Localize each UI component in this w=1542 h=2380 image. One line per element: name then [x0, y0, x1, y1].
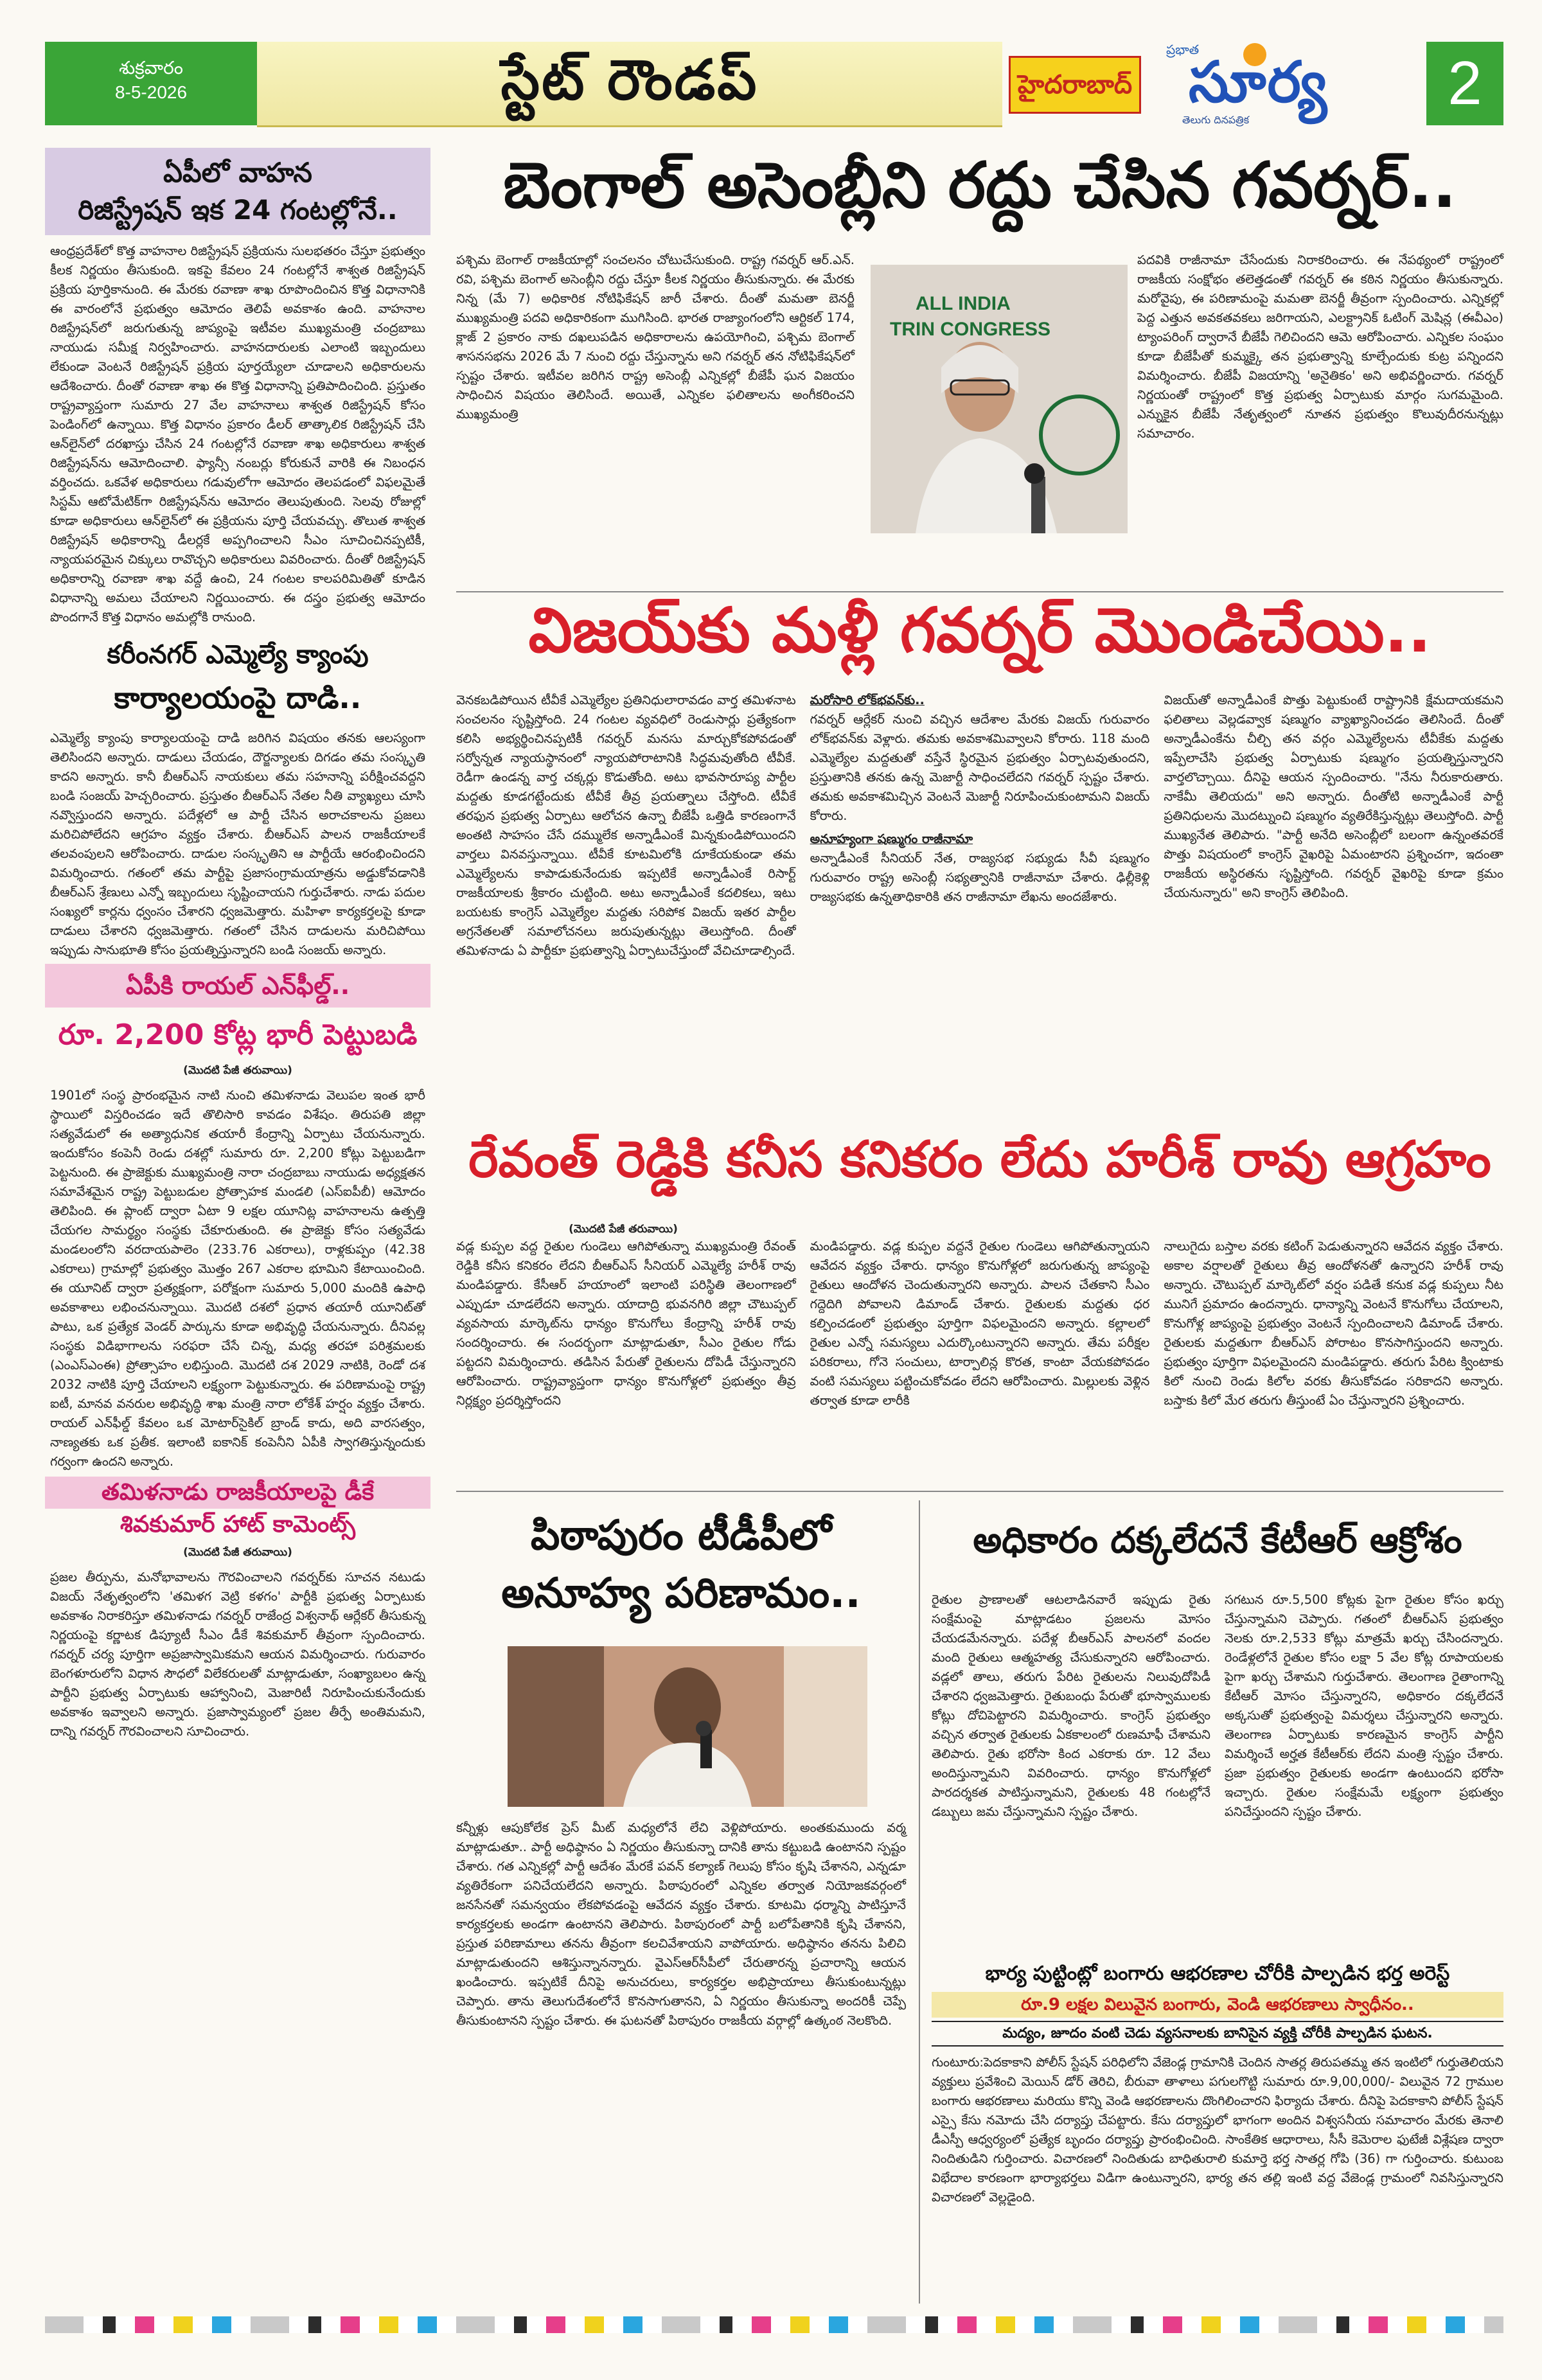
article-vijay-subhead-2: అనూహ్యంగా షణ్ముగం రాజీనామా — [810, 831, 973, 846]
article-theft-subhead-1: రూ.9 లక్షల విలువైన బంగారు, వెండి ఆభరణాలు స్వాధీనం.. — [932, 1992, 1503, 2018]
article-pithapuram-body: కన్నీళ్లు ఆపుకోలేక ప్రెస్ మీట్ మధ్యలోనే లేచి వెళ్లిపోయారు. అంతకుముందు వర్మ మాట్లాడుతూ.. పార్టీ అధిష్ఠానం ఏ నిర్ణయం తీసుకున్నా దానికి తాను కట్టుబడి ఉంటానని స్పష్టం చేశారు. గత ఎన్నికల్లో పార్టీ ఆదేశం మేరకే పవన్ కల్యాణ్ గెలుపు కోసం కృషి చేశానని, ఎన్నడూ వ్యతిరేకంగా పనిచేయలేదని అన్నారు. పిఠాపురంలో ఎన్నికల తర్వాత నియోజకవర్గంలో జనసేనతో సమన్వయం లేకపోవడంపై ఆవేదన వ్యక్తం చేశారు. కూటమి ధర్మాన్ని పాటిస్తూనే కార్యకర్తలకు అండగా ఉంటానని తెలిపారు. పిఠాపురంలో పార్టీ బలోపేతానికి కృషి చేశానని, ప్రస్తుత పరిణామాలు తనను తీవ్రంగా కలచివేశాయని వాపోయారు. అధిష్ఠానం తనను పిలిచి మాట్లాడుతుందని ఆశిస్తున్నానన్నారు. వైఎస్ఆర్‌సీపీలో చేరుతారన్న ప్రచారాన్ని ఆయన ఖండించారు. ఇప్పటికే దీనిపై అనుచరులు, కార్యకర్తల అభిప్రాయాలు తీసుకుంటున్నట్లు చెప్పారు. తాను తెలుగుదేశంలోనే కొనసాగుతానని, ఏ నిర్ణయం తీసుకున్నా అందరికీ చెప్పే తీసుకుంటానని స్పష్టం చేశారు. ఈ ఘటనతో పిఠాపురం రాజకీయ వర్గాల్లో ఉత్కంఠ నెలకొంది. — [456, 1820, 906, 2028]
divider — [456, 1491, 1503, 1492]
story-dk-headline-2: శివకుమార్ హాట్ కామెంట్స్ — [120, 1511, 356, 1538]
logo-tagline: తెలుగు దినపత్రిక — [1182, 114, 1250, 126]
svg-text:ALL INDIA: ALL INDIA — [916, 293, 1011, 314]
continued-label: (మొదటి పేజీ తరువాయి) — [183, 1546, 292, 1559]
article-ktr-columns — [932, 1590, 1503, 1822]
story-royal-enfield-body: 1901లో సంస్థ ప్రారంభమైన నాటి నుంచి తమిళనాడు వెలుపల ఇంత భారీ స్థాయిలో విస్తరించడం ఇదే తొలిసారి కావడం విశేషం. తిరుపతి జిల్లా సత్యవేడులో ఈ అత్యాధునిక తయారీ కేంద్రాన్ని ఏర్పాటు చేయనున్నారు. ఇందుకోసం కంపెనీ రెండు దశల్లో సుమారు రూ. 2,200 కోట్లు పెట్టుబడిగా పెట్టనుంది. ఈ ప్రాజెక్టుకు ముఖ్యమంత్రి నారా చంద్రబాబు నాయుడు అధ్యక్షతన సమావేశమైన రాష్ట్ర పెట్టుబడుల ప్రోత్సాహక మండలి (ఎస్ఐపీబీ) ఆమోదం తెలిపింది. ఈ ప్లాంట్ ద్వారా ఏటా 9 లక్షల యూనిట్ల వాహనాలను ఉత్పత్తి చేయగల సామర్థ్యం సంస్థకు చేకూరుతుంది. ఈ ప్రాజెక్టు కోసం సత్యవేడు మండలంలోని వరదాయపాలెం (233.76 ఎకరాలు), రాళ్లకుప్పం (42.38 ఎకరాలు) గ్రామాల్లో ప్రభుత్వం మొత్తం 267 ఎకరాల భూమిని కేటాయించింది. ఈ యూనిట్ ద్వారా ప్రత్యక్షంగా, పరోక్షంగా సుమారు 5,000 మందికి ఉపాధి అవకాశాలు లభించనున్నాయి. మొదటి దశలో ప్రధాన తయారీ యూనిట్‌తో పాటు, ఒక ప్రత్యేక వెండర్ పార్కును కూడా అభివృద్ధి చేయనున్నారు. దీనివల్ల సంస్థకు విడిభాగాలను సరఫరా చేసే చిన్న, మధ్య తరహా పరిశ్రమలకు (ఎంఎస్‌ఎంఈ) ప్రోత్సాహం లభిస్తుంది. మొదటి దశ 2029 నాటికి, రెండో దశ 2032 నాటికి పూర్తి చేయాలని లక్ష్యంగా పెట్టుకున్నారు. ఈ పరిణామంపై రాష్ట్ర ఐటీ, మానవ వనరుల అభివృద్ధి శాఖ మంత్రి నారా లోకేశ్ హర్షం వ్యక్తం చేశారు. రాయల్ ఎన్‌ఫీల్డ్ కేవలం ఒక మోటార్‌సైకిల్ బ్రాండ్ కాదు, అది వారసత్వం, నాణ్యతకు ఒక ప్రతీక. ఇలాంటి ఐకానిక్ కంపెనీని ఏపీకి స్వాగతిస్తున్నందుకు గర్వంగా ఉందని అన్నారు. — [50, 1088, 425, 1469]
continued-label: (మొదటి పేజీ తరువాయి) — [569, 1223, 678, 1236]
city-badge: హైదరాబాద్ — [1009, 56, 1141, 114]
article-harish-col2: మండిపడ్డారు. వడ్ల కుప్పల వద్దనే రైతుల గుండెలు ఆగిపోతున్నాయని ఆవేదన వ్యక్తం చేశారు. ధాన్యం కొనుగోళ్లలో జరుగుతున్న జాప్యంపై రైతులు ఆందోళన చెందుతున్నారని అన్నారు. పాలన చేతకాని సీఎం గద్దెదిగి పోవాలని డిమాండ్ చేశారు. రైతులకు మద్దతు ధర కల్పించడంలో ప్రభుత్వం పూర్తిగా విఫలమైందని అన్నారు. కల్లాలలో రైతుల ఎన్నో సమస్యలు ఎదుర్కొంటున్నారని అన్నారు. తేమ పరీక్షల పరికరాలు, గోనె సంచులు, టార్పాలిన్ల కొరత, కాంటా వేయకపోవడం వంటి సమస్యలు పట్టించుకోవడం లేదని ఆరోపించారు. మిల్లులకు వెళ్లిన తర్వాత కూడా లారీకి — [810, 1239, 1150, 1408]
newspaper-logo: సూర్య — [1189, 48, 1329, 115]
story-vehicle-registration-headline: ఏపీలో వాహన రిజిస్ట్రేషన్ ఇక 24 గంటల్లోనే.. — [45, 148, 430, 235]
article-vijay-subhead: మరోసారి లోక్‌భవన్‌కు.. — [810, 693, 925, 707]
divider — [919, 1500, 920, 2304]
story-dk-body: ప్రజల తీర్పును, మనోభావాలను గౌరవించాలని గవర్నర్‌కు సూచన నటుడు విజయ్ నేతృత్వంలోని 'తమిళగ వెట్రి కళగం' పార్టీకి ప్రభుత్వ ఏర్పాటుకు అవకాశం నిరాకరిస్తూ తమిళనాడు గవర్నర్ రాజేంద్ర విశ్వనాథ్ ఆర్లేకర్ తీసుకున్న నిర్ణయంపై కర్ణాటక డిప్యూటీ సీఎం డీకే శివకుమార్ తీవ్రంగా స్పందించారు. గవర్నర్ చర్య పూర్తిగా అప్రజాస్వామికమని ఆయన విమర్శించారు. గురువారం బెంగళూరులోని విధాన సౌధలో విలేకరులతో మాట్లాడుతూ, సంఖ్యాబలం ఉన్న పార్టీని ప్రభుత్వ ఏర్పాటుకు ఆహ్వానించి, మెజారిటీ నిరూపించుకునేందుకు అవకాశం ఇవ్వాలని అన్నారు. ప్రజాస్వామ్యంలో ప్రజల తీర్పే అంతిమమని, దాన్ని గవర్నర్ గౌరవించాలని సూచించారు. — [50, 1570, 425, 1739]
article-theft-body: గుంటూరు:పెదకాకాని పోలీస్ స్టేషన్ పరిధిలోని వేజెండ్ల గ్రామానికి చెందిన సాతర్ల తిరుపతమ్మ తన ఇంటిలో గుర్తుతెలియని వ్యక్తులు ప్రవేశించి మెయిన్ డోర్ తెరిచి, బీరువా తాళాలు పగులగొట్టి సుమారు రూ.9,00,000/- విలువైన 72 గ్రాముల బంగారు ఆభరణాలు మరియు కొన్ని వెండి ఆభరణాలను దొంగిలించారని ఫిర్యాదు చేశారు. దీనిపై పెదకాకాని పోలీస్ స్టేషన్ ఎస్సై కేసు నమోదు చేసి దర్యాప్తు చేపట్టారు. కేసు దర్యాప్తులో భాగంగా అందిన విశ్వసనీయ సమాచారం మేరకు తెనాలి డీఎస్పీ ఆధ్వర్యంలో ప్రత్యేక బృందం దర్యాప్తు ప్రారంభించింది. సాంకేతిక ఆధారాలు, సీసీ కెమెరాల ఫుటేజీ విశ్లేషణ ద్వారా నిందితుడిని గుర్తించారు. విచారణలో నిందితుడు బాధితురాలి కుమార్తె భర్త సాతర్ల గోపి (36) గా గుర్తించారు. కుటుంబ విభేదాల కారణంగా భార్యాభర్తలు విడిగా ఉంటున్నారని, భార్య తన తల్లి ఇంటి వద్ద వేజెండ్ల గ్రామంలో నివసిస్తున్నారని విచారణలో వెల్లడైంది. — [932, 2055, 1503, 2205]
pithapuram-photo-illustration — [508, 1646, 867, 1807]
story-vehicle-registration-body: ఆంధ్రప్రదేశ్‌లో కొత్త వాహనాల రిజిస్ట్రేషన్ ప్రక్రియను సులభతరం చేస్తూ ప్రభుత్వం కీలక నిర్ణయం తీసుకుంది. ఇకపై కేవలం 24 గంటల్లోనే శాశ్వత రిజిస్ట్రేషన్ ప్రక్రియ పూర్తికానుంది. ఈ మేరకు రవాణా శాఖ రూపొందించిన కొత్త విధానానికి ఈ వారంలోనే ప్రభుత్వం ఆమోదం తెలిపే అవకాశం ఉంది. వాహనాల రిజిస్ట్రేషన్‌లో జరుగుతున్న జాప్యంపై ఇటీవల ముఖ్యమంత్రి చంద్రబాబు నాయుడు సమీక్ష నిర్వహించారు. వాహనదారులకు ఎలాంటి ఇబ్బందులు లేకుండా వెంటనే రిజిస్ట్రేషన్ ప్రక్రియ పూర్తయ్యేలా చూడాలని అధికారులను ఆదేశించారు. దీంతో రవాణా శాఖ ఈ కొత్త విధానాన్ని ప్రతిపాదించింది. ప్రస్తుతం రాష్ట్రవ్యాప్తంగా సుమారు 27 వేల వాహనాలు శాశ్వత రిజిస్ట్రేషన్ కోసం పెండింగ్‌లో ఉన్నాయి. కొత్త విధానం ప్రకారం డీలర్ తాత్కాలిక రిజిస్ట్రేషన్ చేసి ఆన్‌లైన్‌లో దరఖాస్తు చేసిన 24 గంటల్లోనే రవాణా శాఖ అధికారులు శాశ్వత రిజిస్ట్రేషన్‌ను ఆమోదించాలి. ఫ్యాన్సీ నంబర్లు కోరుకునే వారికి ఈ నిబంధన వర్తించదు. ఒకవేళ అధికారులు గడువులోగా ఆమోదం తెలపడంలో విఫలమైతే సిస్టమ్ ఆటోమేటిక్‌గా రిజిస్ట్రేషన్‌ను ఆమోదం తెలుపుతుంది. సెలవు రోజుల్లో కూడా అధికారులు ఆన్‌లైన్‌లో ఈ ప్రక్రియను పూర్తి చేయవచ్చు. తొలుత శాశ్వత రిజిస్ట్రేషన్ అధికారాన్ని డీలర్లకే అప్పగించాలని సీఎం సూచించినప్పటికీ, న్యాయపరమైన చిక్కులు రావొచ్చని అధికారులు వివరించారు. దీంతో రిజిస్ట్రేషన్ అధికారాన్ని రవాణా శాఖ వద్దే ఉంచి, 24 గంటల కాలపరిమితితో కూడిన విధానాన్ని అమలు చేయాలని నిర్ణయించారు. ఈ దస్త్రం ప్రభుత్వ ఆమోదం పొందగానే కొత్త విధానం అమల్లోకి రానుంది. — [50, 244, 425, 625]
article-bengal-col1: పశ్చిమ బెంగాల్ రాజకీయాల్లో సంచలనం చోటుచేసుకుంది. రాష్ట్ర గవర్నర్ ఆర్.ఎన్. రవి, పశ్చిమ బెంగాల్ అసెంబ్లీని రద్దు చేస్తూ కీలక నిర్ణయం తీసుకున్నారు. ఈ మేరకు నిన్న (మే 7) అధికారిక నోటిఫికేషన్ జారీ చేశారు. దీంతో మమతా బెనర్జీ ముఖ్యమంత్రి పదవి అధికారికంగా ముగిసింది. భారత రాజ్యాంగంలోని ఆర్టికల్ 174, క్లాజ్ 2 ప్రకారం నాకు దఖలుపడిన అధికారాలను ఉపయోగించి, పశ్చిమ బెంగాల్ శాసనసభను 2026 మే 7 నుంచి రద్దు చేస్తున్నాను అని గవర్నర్ తన నోటిఫికేషన్‌లో స్పష్టం చేశారు. ఇటీవల జరిగిన రాష్ట్ర అసెంబ్లీ ఎన్నికల్లో బీజేపీ ఘన విజయం సాధించిన విషయం తెలిసిందే. అయితే, ఎన్నికల ఫలితాలను అంగీకరించని ముఖ్యమంత్రి — [456, 253, 855, 422]
divider — [456, 591, 1503, 592]
story-dk-headline-1: తమిళనాడు రాజకీయాలపై డీకే — [45, 1477, 430, 1509]
article-harish-col1: వడ్ల కుప్పల వద్ద రైతుల గుండెలు ఆగిపోతున్నా ముఖ్యమంత్రి రేవంత్ రెడ్డికి కనీస కనికరం లేదని బీఆర్ఎస్ సీనియర్ ఎమ్మెల్యే హరీశ్ రావు మండిపడ్డారు. కేసీఆర్ హయాంలో ఇలాంటి పరిస్థితి తెలంగాణలో ఎప్పుడూ చూడలేదని అన్నారు. యాదాద్రి భువనగిరి జిల్లా చౌటుప్పల్ వ్యవసాయ మార్కెట్‌ను ధాన్యం కొనుగోలు కేంద్రాన్ని హరీశ్ రావు సందర్శించారు. ఈ సందర్భంగా మాట్లాడుతూ, సీఎం రైతుల గోడు పట్టదని విమర్శించారు. తడిసిన పేరుతో రైతులను దోపిడీ చేస్తున్నారని ఆరోపించారు. రాష్ట్రవ్యాప్తంగా ధాన్యం కొనుగోళ్లలో ప్రభుత్వం తీవ్ర నిర్లక్ష్యం ప్రదర్శిస్తోందని — [456, 1239, 796, 1408]
story-karimnagar-headline-2: కార్యాలయంపై దాడి.. — [114, 680, 362, 715]
date-box — [45, 42, 257, 125]
mamata-photo — [871, 265, 1128, 533]
svg-text:TRIN CONGRESS: TRIN CONGRESS — [890, 319, 1051, 340]
page-number: 2 — [1426, 42, 1503, 125]
date-label: 8-5-2026 — [114, 82, 188, 102]
continued-label: (మొదటి పేజీ తరువాయి) — [183, 1064, 292, 1077]
article-pithapuram-headline: పిఠాపురం టీడీపీలో అనూహ్య పరిణామం.. — [501, 1512, 861, 1617]
story-karimnagar-body: ఎమ్మెల్యే క్యాంపు కార్యాలయంపై దాడి జరిగిన విషయం తనకు ఆలస్యంగా తెలిసిందని అన్నారు. దాడులు చేయడం, దౌర్జన్యాలకు దిగడం తమ సంస్కృతి కాదని అన్నారు. కానీ బీఆర్ఎస్ నాయకులు తమ సహనాన్ని పరీక్షించవద్దని బండి సంజయ్ హెచ్చరించారు. ప్రస్తుతం బీఆర్ఎస్ నేతల నీతి వ్యాఖ్యలు చూసి నవ్వొస్తుందని అన్నారు. పదేళ్లలో ఆ పార్టీ చేసిన అరాచకాలను ప్రజలు మరిచిపోలేదని ఆగ్రహం వ్యక్తం చేశారు. బీఆర్ఎస్ పాలన రాజకీయాలకే తలవంపులని ఆరోపించారు. దాడుల సంస్కృతిని ఆ పార్టీయే ఆరంభించిందని విమర్శించారు. గతంలో తమ పార్టీపై ప్రజాసంగ్రామయాత్రను అడ్డుకోవడానికి బీఆర్ఎస్ శ్రేణులు ఎన్నో ఇబ్బందులు సృష్టించాయని గుర్తుచేశారు. నాడు పదుల సంఖ్యలో కార్లను ధ్వంసం చేశారని ధ్వజమెత్తారు. మహిళా కార్యకర్తలపై కూడా దాడులు చేశారని ధ్వజమెత్తారు. గతంలో చేసిన దాడులను మరిచిపోయి ఇప్పుడు సానుభూతి కోసం ప్రయత్నిస్తున్నారని బండి సంజయ్ అన్నారు. — [50, 731, 425, 957]
section-title-box — [257, 42, 1002, 127]
mamata-photo-illustration — [871, 265, 1128, 533]
story-royal-enfield-banner-2: రూ. 2,200 కోట్ల భారీ పెట్టుబడి — [58, 1018, 418, 1051]
article-vijay-headline: విజయ్‌కు మళ్లీ గవర్నర్ మొండిచేయి.. — [528, 594, 1431, 666]
article-bengal-col2: పదవికి రాజీనామా చేసేందుకు నిరాకరించారు. ఈ నేపథ్యంలో రాష్ట్రంలో రాజకీయ సంక్షోభం తలెత్తడంతో గవర్నర్ ఈ కఠిన నిర్ణయం తీసుకున్నారు. మరోవైపు, ఈ పరిణామంపై మమతా బెనర్జీ తీవ్రంగా స్పందించారు. ఎన్నికల్లో పెద్ద ఎత్తున అవకతవకలు జరిగాయని, ఎలక్ట్రానిక్ ఓటింగ్ మెషిన్ల (ఈవీఎం) ట్యాంపరింగ్ ద్వారానే బీజేపీ గెలిచిందని ఆమె ఆరోపించారు. ఎన్నికల సంఘం కూడా బీజేపీతో కుమ్మక్కై తన ప్రభుత్వాన్ని కూల్చేందుకు కుట్ర పన్నిందని విమర్శించారు. బీజేపీ విజయాన్ని 'అనైతికం' అని అభివర్ణించారు. గవర్నర్ నిర్ణయంతో రాష్ట్రంలో కొత్త ప్రభుత్వ ఏర్పాటుకు మార్గం సుగమమైంది. ఎన్నుకైన బీజేపీ నేతృత్వంలో నూతన ప్రభుత్వం కొలువుదీరనున్నట్లు సమాచారం. — [1137, 253, 1503, 441]
article-ktr-headline: అధికారం దక్కలేదనే కేటీఆర్ ఆక్రోశం — [973, 1520, 1462, 1561]
article-harish-col3: నాలుగైదు బస్తాల వరకు కటింగ్ పెడుతున్నారని ఆవేదన వ్యక్తం చేశారు. అకాల వర్షాలతో రైతులు తీవ్ర ఆందోళనతో ఉన్నారని హరీశ్ రావు అన్నారు. చౌటుప్పల్ మార్కెట్‌లో వర్షం పడితే కనుక వడ్ల కుప్పలు నీట మునిగే ప్రమాదం ఉందన్నారు. ధాన్యాన్ని వెంటనే కొనుగోలు చేయాలని, కొనుగోళ్ల జాప్యంపై ప్రభుత్వం వెంటనే స్పందించాలని డిమాండ్ చేశారు. రైతులకు మద్దతుగా బీఆర్ఎస్ పోరాటం కొనసాగిస్తుందని అన్నారు. ప్రభుత్వం పూర్తిగా విఫలమైందని మండిపడ్డారు. తరుగు పేరిట క్వింటాకు కిలో నుంచి రెండు కిలోల వరకు తీసుకోవడం సరికాదని అన్నారు. బస్తాకు కిలో మేర తరుగు తీస్తుంటే ఏం చేస్తున్నారని ప్రశ్నించారు. — [1164, 1239, 1503, 1408]
article-ktr-col2: సగటున రూ.5,500 కోట్లకు పైగా రైతుల కోసం ఖర్చు చేస్తున్నామని చెప్పారు. గతంలో బీఆర్ఎస్ ప్రభుత్వం నెలకు రూ.2,533 కోట్లు మాత్రమే ఖర్చు చేసిందన్నారు. రెండేళ్లలోనే రైతుల కోసం లక్షా 5 వేల కోట్ల రూపాయలకు పైగా ఖర్చు చేశామని గుర్తుచేశారు. తెలంగాణ రైతాంగాన్ని కేటీఆర్ మోసం చేస్తున్నారని, అధికారం దక్కలేదనే అక్కసుతో ప్రభుత్వంపై విమర్శలు చేస్తున్నారని అన్నారు. తెలంగాణ ఏర్పాటుకు కారణమైన కాంగ్రెస్ పార్టీని విమర్శించే అర్హత కేటీఆర్‌కు లేదని మంత్రి స్పష్టం చేశారు. ప్రజా ప్రభుత్వం రైతులకు అండగా ఉంటుందని భరోసా ఇచ్చారు. రైతుల సంక్షేమమే లక్ష్యంగా ప్రభుత్వం పనిచేస్తుందని స్పష్టం చేశారు. — [1225, 1592, 1503, 1819]
section-title: స్టేట్ రౌండప్ — [501, 48, 759, 112]
article-theft-subhead-2: మద్యం, జూదం వంటి చెడు వ్యసనాలకు బానిసైన వ్యక్తి చోరీకి పాల్పడిన ఘటన. — [932, 2021, 1503, 2047]
article-harish-columns — [456, 1237, 1503, 1410]
article-ktr-col1: రైతుల ప్రాణాలతో ఆటలాడినవారే ఇప్పుడు రైతు సంక్షేమంపై మాట్లాడటం ప్రజలను మోసం చేయడమేనన్నారు. పదేళ్ల బీఆర్ఎస్ పాలనలో వందల మంది రైతులు ఆత్మహత్య చేసుకున్నారని ఆరోపించారు. వడ్లలో తాలు, తరుగు పేరిట రైతులను నిలువుదోపిడీ చేశారని ధ్వజమెత్తారు. రైతుబంధు పేరుతో భూస్వాములకు కోట్లు దోచిపెట్టారని విమర్శించారు. కాంగ్రెస్ ప్రభుత్వం వచ్చిన తర్వాత రైతులకు ఏకకాలంలో రుణమాఫీ చేశామని తెలిపారు. రైతు భరోసా కింద ఎకరాకు రూ. 12 వేలు అందిస్తున్నామని వివరించారు. ధాన్యం కొనుగోళ్లలో పారదర్శకత పాటిస్తున్నామని, రైతులకు 48 గంటల్లోనే డబ్బులు జమ చేస్తున్నామని స్పష్టం చేశారు. — [932, 1592, 1210, 1819]
masthead — [45, 42, 1503, 125]
story-royal-enfield-banner-1: ఏపీకి రాయల్ ఎన్‌ఫీల్డ్.. — [45, 964, 430, 1008]
left-column — [45, 148, 430, 2294]
article-theft-headline: భార్య పుట్టింట్లో బంగారు ఆభరణాల చోరీకి పాల్పడిన భర్త అరెస్ట్ — [985, 1962, 1450, 1985]
article-harish-headline: రేవంత్ రెడ్డికి కనీస కనికరం లేదు హరీశ్ రావు ఆగ్రహం — [468, 1131, 1491, 1189]
story-karimnagar-headline-1: కరీంనగర్ ఎమ్మెల్యే క్యాంపు — [107, 640, 369, 670]
logo-prefix: ప్రభాత — [1166, 42, 1200, 57]
article-vijay-col2: మరోసారి లోక్‌భవన్‌కు.. గవర్నర్ ఆర్లేకర్ నుంచి వచ్చిన ఆదేశాల మేరకు విజయ్ గురువారం లోక్‌భవన్‌కు వెళ్లారు. తమకు అవకాశమివ్వాలని కోరారు. 118 మంది ఎమ్మెల్యేల మద్దతుతో వస్తేనే స్థిరమైన ప్రభుత్వం ఏర్పాటవుతుందని, ప్రస్తుతానికి తనకు ఉన్న మెజార్టీ సాధించలేదని గవర్నర్ స్పష్టం చేశారు. తమకు అవకాశమిచ్చిన వెంటనే మెజార్టీ నిరూపించుకుంటామని విజయ్ కోరారు. అనూహ్యంగా షణ్ముగం రాజీనామా అన్నాడీఎంకే సీనియర్ నేత, రాజ్యసభ సభ్యుడు సీవీ షణ్ముగం గురువారం రాష్ట్ర అసెంబ్లీ సభ్యత్వానికి రాజీనామా చేశారు. ఢిల్లీకెళ్లి రాజ్యసభకు ఉన్నతాధికారికి తన రాజీనామా లేఖను అందజేశారు. — [810, 691, 1150, 961]
article-vijay-columns — [456, 691, 1503, 961]
pithapuram-photo — [508, 1646, 867, 1807]
article-bengal-headline: బెంగాల్ అసెంబ్లీని రద్దు చేసిన గవర్నర్.. — [503, 149, 1457, 222]
article-vijay-col3: విజయ్‌తో అన్నాడీఎంకే పొత్తు పెట్టుకుంటే రాష్ట్రానికి క్షేమదాయకమని ఫలితాలు వెల్లడవ్వాక షణ్ముగం వ్యాఖ్యానించడం తెలిసిందే. దీంతో అన్నాడీఎంకేను చీల్చి తన వర్గం ఎమ్మెల్యేలను టీవీకేకు మద్దతు ఇప్పేలాచేసి ప్రభుత్వ ఏర్పాటుకు షణ్ముగం ప్రయత్నిస్తున్నారని వార్తలొచ్చాయి. దీనిపై ఆయన స్పందించారు. "నేను నీరుకారుతారు. నాకేమీ తెలియదు" అని అన్నారు. దీంతోటి అన్నాడీఎంకే పార్టీ ప్రతినిధులను మొదట్నుంచి షణ్ముగం వ్యతిరేకిస్తున్నట్లు తెలుస్తోంది. పార్టీ ముఖ్యనేత తెలిపారు. "పార్టీ అనేది అసెంబ్లీలో బలంగా ఉన్నంతవరకే పొత్తు విషయంలో కాంగ్రెస్ వైఖరిపై ఏమంటారని ప్రశ్నించగా, ఇదంతా రాజకీయ అస్థిరతను సృష్టిస్తోంది. గవర్నర్ వైఖరిపై కూడా క్రమం చేయనున్నారు" అని కాంగ్రెస్ తెలిపింది. — [1164, 693, 1503, 900]
article-vijay-col1: వెనకబడిపోయిన టీవీకే ఎమ్మెల్యేల ప్రతినిధులారావడం వార్త తమిళనాట సంచలనం సృష్టిస్తోంది. 24 గంటల వ్యవధిలో రెండుసార్లు ప్రత్యేకంగా కలిసి అభ్యర్థించినప్పటికీ గవర్నర్ మనసు మార్చుకోకపోవడంతో సర్వోన్నత న్యాయస్థానంలో న్యాయపోరాటానికి సిద్ధమవుతోంది టీవీకే. రెడీగా ఉండన్న వార్త చక్కర్లు కొడుతోంది. అటు భావసారూప్య పార్టీల మద్దతు కూడగట్టేందుకు టీవీకే తీవ్ర ప్రయత్నాలు చేస్తోంది. టీవీకే తరఫున ప్రభుత్వ ఏర్పాటు ఆలోచన ఉన్నా బీజేపీ ఒత్తిడి కారణంగానే అంతటి సాహసం చేసే దమ్ములేక అన్నాడీఎంకే మిన్నకుండిపోయిందని వార్తలు వినవస్తున్నాయి. టీవీకే కూటమిలోకి దూకేయకుండా తమ ఎమ్మెల్యేలను కాపాడుకునేందుకు ఇప్పటికే అన్నాడీఎంకే రిసార్ట్ రాజకీయాలకు శ్రీకారం చుట్టింది. అటు అన్నాడీఎంకే కదలికలు, ఇటు బయటకు కాంగ్రెస్ ఎమ్మెల్యేల మద్దతు సరిపోక విజయ్ ఇతర పార్టీల అగ్రనేతలతో సమాలోచనలు జరుపుతున్నట్లు తెలుస్తోంది. దీంతో తమిళనాడు ఏ పార్టీకూ ప్రభుత్వాన్ని ఏర్పాటుచేస్తుందో వేచిచూడాల్సిందే. — [456, 693, 796, 958]
day-label: శుక్రవారం — [119, 58, 183, 78]
color-registration-bar — [45, 2316, 1503, 2333]
